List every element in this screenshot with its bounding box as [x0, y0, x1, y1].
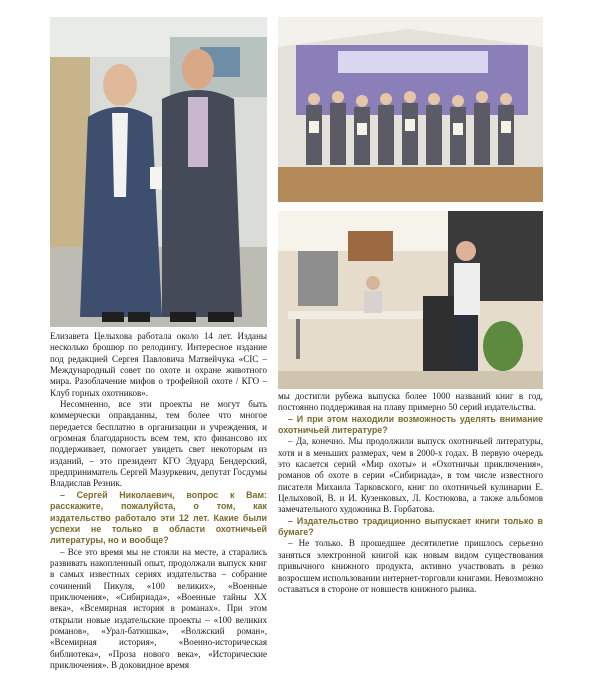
- interview-answer: – Не только. В прошедшее десятилетие пришлось серьезно заняться электронной книгой как новым видом существования привычного книжного продукта, активно участвовать в резко возросшем использовании интернет-торговли книгами. Невозможно оставаться в стороне от новшеств книжного рынка.: [278, 538, 543, 594]
- paragraph-continuation: мы достигли рубежа выпуска более 1000 названий книг в год, постоянно поддерживая на плаву примерно 50 серий издательства.: [278, 391, 543, 413]
- paragraph-intro: Елизавета Целыхова работала около 14 лет. Изданы несколько брошюр по релодингу. Интересное издание под редакцией Сергея Павловича Матвейчука «CIC – Международный совет по охоте и охране животного мира. Разоблачение мифов о трофейной охоте / КГО – Клуб горных охотников».: [50, 331, 267, 398]
- interview-question: – И при этом находили возможность уделять внимание охотничьей литературе?: [278, 413, 543, 436]
- interview-question: – Сергей Николаевич, вопрос к Вам: расскажите, пожалуйста, о том, как издательство работало эти 12 лет. Какие были успехи не только в области охотничьей литературы, но и вообще?: [50, 489, 267, 546]
- interview-answer: – Все это время мы не стояли на месте, а старались развивать накопленный опыт, продолжали выпуск книг в самых известных сериях издательства – собрание сочинений Пикуля, «100 великих», «Военные приключения», «Сибириада», «Военные тайны ХХ века», «Всемирная история в романах». При этом открыли новые издательские проекты – «100 великих романов», «Урал-батюшка», «Волжский роман», «Всемирная история», «Военно-историческая библиотека», «Проза нового века», «Исторические приключения». В доковидное время: [50, 546, 267, 670]
- interview-question: – Издательство традиционно выпускает книги только в бумаге?: [278, 515, 543, 538]
- photo-group-award-ceremony: [278, 17, 543, 202]
- article-column-left: [50, 331, 267, 671]
- interview-answer: – Да, конечно. Мы продолжили выпуск охотничьей литературы, хотя и в меньших размерах, чем в 2000-х годах. В первую очередь это касается серий «Мир охоты» и «Охотничьи приключения», романов об охоте в серии «Сибириада», в том числе известного писателя Михаила Тарковского, книг по охотничьей кулинарии Е. Целыховой, В. и И. Кузенковых, Л. Костюкова, а также альбомов замечательного художника В. Горбатова.: [278, 436, 543, 515]
- paragraph-sponsors: Несомненно, все эти проекты не могут быть коммерчески оправданны, тем более что многое передается бесплатно в организации и учреждения, и огромная благодарность всем тем, кто финансово их поддерживает, помогает увидеть свет некоторым из изданий, – это президент КГО Эдуард Бендерский, предприниматель Сергей Мазуркевич, депутат Госдумы Владислав Резник.: [50, 399, 267, 489]
- photo-speaker-at-podium: [278, 211, 543, 389]
- photo-two-men-at-fair: [50, 17, 267, 327]
- article-column-right: [278, 391, 543, 595]
